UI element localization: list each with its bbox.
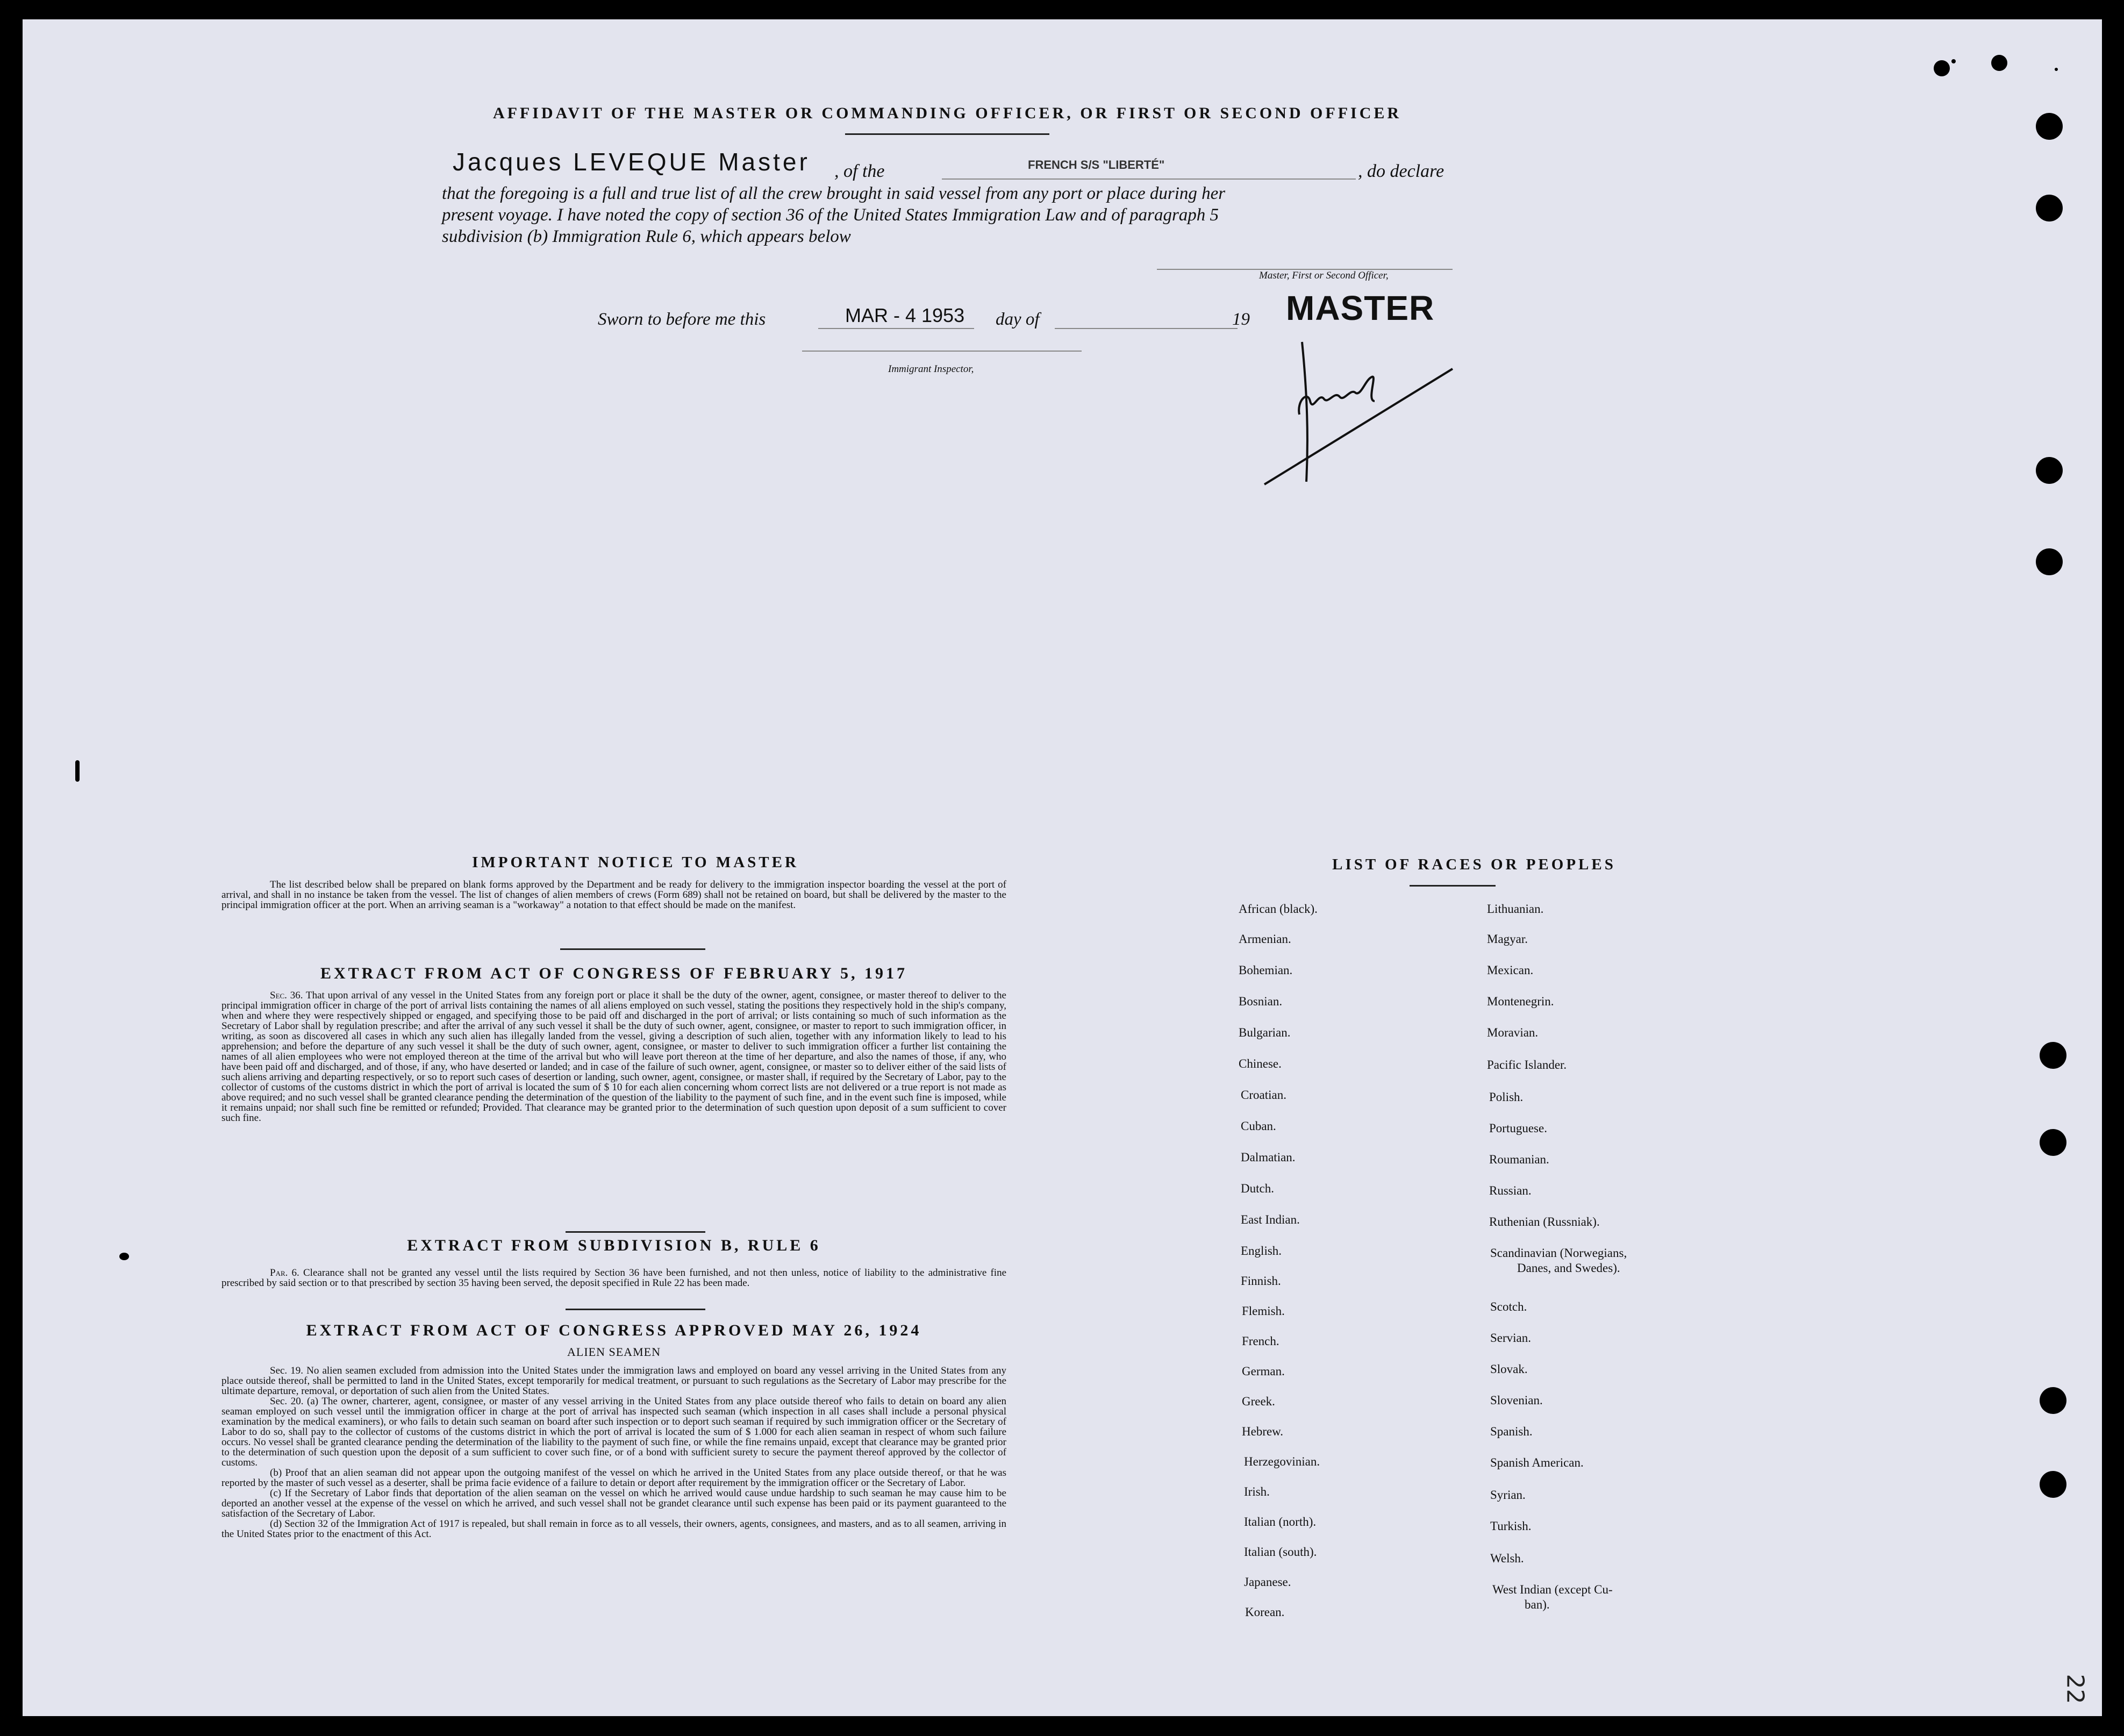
inspector-label: Immigrant Inspector, bbox=[888, 363, 974, 375]
race-item: Italian (south). bbox=[1244, 1545, 1317, 1559]
race-item: Roumanian. bbox=[1489, 1153, 1549, 1166]
race-item: Herzegovinian. bbox=[1244, 1455, 1320, 1468]
affidavit-line-2: that the foregoing is a full and true list of all the crew brought in said vessel from any port or place during her bbox=[442, 184, 1226, 203]
title-underline bbox=[845, 133, 1049, 135]
master-signature bbox=[1259, 320, 1474, 498]
race-item: Dutch. bbox=[1241, 1182, 1274, 1195]
specks bbox=[1951, 59, 1956, 63]
race-item: Greek. bbox=[1242, 1395, 1275, 1408]
race-item: Finnish. bbox=[1241, 1274, 1281, 1288]
alien-seamen-subtitle: ALIEN SEAMEN bbox=[567, 1345, 661, 1359]
race-item: ban). bbox=[1525, 1598, 1550, 1611]
notice-title: IMPORTANT NOTICE TO MASTER bbox=[472, 854, 799, 871]
race-item: Russian. bbox=[1489, 1184, 1532, 1197]
master-name: Jacques LEVEQUE Master bbox=[453, 148, 810, 176]
officer-label: Master, First or Second Officer, bbox=[1259, 270, 1389, 281]
race-item: Pacific Islander. bbox=[1487, 1058, 1567, 1071]
inspector-line bbox=[802, 351, 1082, 352]
day-of-label: day of bbox=[996, 310, 1040, 329]
sworn-date: MAR - 4 1953 bbox=[845, 304, 965, 326]
section-19: Sec. 19. No alien seamen excluded from admission into the United States under the immigration laws and employed on board any vessel arriving in the United States from any place outside thereof, shall be permitted to land in the United States, except temporarily for medical treatment, or pursuant to such regulations as the Secretary of Labor may prescribe for the ultimate departure, removal, or deportation of such alien from the United States. bbox=[221, 1365, 1006, 1397]
race-item: Spanish American. bbox=[1490, 1456, 1584, 1469]
affidavit-line-3: present voyage. I have noted the copy of section 36 of the United States Immigration Law and of paragraph 5 bbox=[442, 205, 1219, 225]
punch-hole bbox=[2040, 1042, 2066, 1069]
race-item: Lithuanian. bbox=[1487, 902, 1544, 916]
races-underline bbox=[1410, 885, 1496, 887]
notice-paragraph: The list described below shall be prepared on blank forms approved by the Department and be ready for delivery to the immigration inspector boarding the vessel at the port of arrival, and shall in no instance be taken from the vessel. The list of changes of alien members of crews (Form 689) shall not be retained on board, but shall be delivered by the master to the principal immigration officer at the port. When an arriving seaman is a "workaway" a notation to that effect should be made on the manifest. bbox=[221, 879, 1006, 911]
section-20b: (b) Proof that an alien seaman did not appear upon the outgoing manifest of the vessel on which he arrived in the United States from any place outside thereof, or that he was reported by the master of such vessel as a deserter, shall be prima facie evidence of a failure to detain or deport after requirement by the immigration officer or the Secretary of Labor. bbox=[221, 1467, 1006, 1489]
race-item: Scotch. bbox=[1490, 1300, 1527, 1313]
race-item: German. bbox=[1242, 1364, 1285, 1378]
race-item: Scandinavian (Norwegians, bbox=[1490, 1246, 1627, 1260]
extract-1917-underline bbox=[566, 1231, 705, 1233]
section-text: That upon arrival of any vessel in the United States from any foreign port or place it shall be the duty of the owner, agent, consignee, or master thereof to deliver to the principal immigration officer in charge of the port of arrival lists containing the names of all aliens employed on such vessel, stating the positions they respectively hold in the ship's company, when and where they were respectively shipped or engaged, and specifying those to be paid off and discharged in the port of arrival; or lists containing so much of such information as the Secretary of Labor shall by regulation prescribe; and after the arrival of any such vessel it shall be the duty of such owner, agent, consignee, or master to report to such immigration officer, in writing, as soon as discovered all cases in which any such alien has illegally landed from the vessel, giving a description of such alien, together with any information likely to lead to his apprehension; and before the departure of any such vessel it shall be the duty of such owner, agent, consignee, or master to deliver to such immigration officer a further list containing the names of all alien employees who were not employed thereon at the time of the arrival but who will leave port thereon at the time of her departure, and also the names of those, if any, who have been paid off and discharged, and of those, if any, who have deserted or landed; and in case of the failure of such owner, agent, consignee, or master so to deliver either of the said lists of such aliens arriving and departing respectively, or so to report such cases of desertion or landing, such owner, agent, consignee, or master shall, if required by the Secretary of Labor, pay to the collector of customs of the customs district in which the port of arrival is located the sum of $ 10 for each alien concerning whom correct lists are not delivered or a true report is not made as above required; and no such vessel shall be granted clearance pending the determination of the question of the liability to the payment of such fine, and in the event such fine is imposed, while it remains unpaid; nor shall such fine be remitted or refunded; Provided. That clearance may be granted prior to the determination of such question upon deposit of a sum sufficient to cover such fine. bbox=[221, 990, 1006, 1124]
subdivision-underline bbox=[566, 1309, 705, 1310]
specks bbox=[1991, 55, 2007, 71]
specks bbox=[75, 760, 80, 782]
notice-underline bbox=[560, 948, 705, 950]
race-item: French. bbox=[1242, 1334, 1279, 1348]
section-20a: Sec. 20. (a) The owner, charterer, agent, consignee, or master of any vessel arriving in the United States from any place outside thereof who fails to detain on board any alien seaman employed on such vessel until the immigration officer in charge at the port of arrival has inspected such seaman (which inspection in all cases shall include a personal physical examination by the medical examiners), or who fails to detain such seaman on board after such inspection or to deport such seaman if required by such immigration officer or the Secretary of Labor to do so, shall pay to the collector of customs of the customs district in which the port of arrival is located the sum of $ 1.000 for each alien seaman in respect of whom such failure occurs. No vessel shall be granted clearance pending the determination of the liability to the payment of such fine, or while the fine remains unpaid, except that clearance may be granted prior to the determination of such question upon the deposit of a sum sufficient to cover such fine, or of a bond with sufficient surety to secure the payment thereof approved by the collector of customs. bbox=[221, 1396, 1006, 1468]
master-stamp: MASTER bbox=[1286, 289, 1435, 327]
race-item: Slovenian. bbox=[1490, 1394, 1543, 1407]
specks bbox=[2055, 68, 2058, 71]
subdivision-text bbox=[221, 1268, 1006, 1288]
affidavit-title: AFFIDAVIT OF THE MASTER OR COMMANDING OFFICER, OR FIRST OR SECOND OFFICER bbox=[492, 104, 1402, 122]
race-item: Bulgarian. bbox=[1239, 1026, 1291, 1039]
punch-hole bbox=[2040, 1471, 2066, 1498]
extract-1924-text bbox=[221, 1366, 1006, 1539]
race-item: Magyar. bbox=[1487, 932, 1528, 946]
race-item: English. bbox=[1241, 1244, 1282, 1258]
race-item: Irish. bbox=[1244, 1485, 1270, 1498]
extract-1917-title: EXTRACT FROM ACT OF CONGRESS OF FEBRUARY 5, 1917 bbox=[320, 965, 908, 982]
sworn-label: Sworn to before me this bbox=[598, 310, 766, 329]
race-item: Japanese. bbox=[1244, 1575, 1291, 1589]
specks bbox=[1934, 60, 1950, 76]
race-item: Armenian. bbox=[1239, 932, 1291, 946]
race-item: Portuguese. bbox=[1489, 1121, 1547, 1135]
sworn-date-line bbox=[818, 328, 974, 329]
paragraph-text: Clearance shall not be granted any vessel until the lists required by Section 36 have been furnished, and not then unless, notice of liability to the administrative fine prescribed by said section or to that prescribed by section 35 having been served, the deposit specified in Rule 22 has been made. bbox=[221, 1267, 1007, 1289]
punch-hole bbox=[2036, 195, 2063, 222]
punch-hole bbox=[2040, 1129, 2066, 1156]
of-the-label: , of the bbox=[834, 161, 885, 181]
affidavit-line-4: subdivision (b) Immigration Rule 6, which appears below bbox=[442, 227, 851, 246]
section-label: Sec. 36. bbox=[270, 990, 303, 1001]
race-item: Danes, and Swedes). bbox=[1517, 1261, 1620, 1275]
race-item: Slovak. bbox=[1490, 1362, 1528, 1376]
vessel-line bbox=[942, 178, 1356, 180]
race-item: Moravian. bbox=[1487, 1026, 1539, 1039]
punch-hole bbox=[2036, 548, 2063, 575]
punch-hole bbox=[2036, 457, 2063, 484]
section-20d: (d) Section 32 of the Immigration Act of 1917 is repealed, but shall remain in force as to all vessels, their owners, agents, consignees, and masters, and as to all seamen, arriving in the United States prior to the enactment of this Act. bbox=[221, 1518, 1006, 1540]
page-number: 22 bbox=[2061, 1674, 2089, 1704]
race-item: Dalmatian. bbox=[1241, 1151, 1296, 1164]
race-item: Italian (north). bbox=[1244, 1515, 1317, 1528]
section-20c: (c) If the Secretary of Labor finds that deportation of the alien seaman on the vessel on which he arrived would cause undue hardship to such seaman he may cause him to be deported an another vessel at the expense of the vessel on which he arrived, and such vessel shall not be grandet clearance until such expense has been paid or its payment guaranteed to the satisfaction of the Secretary of Labor. bbox=[221, 1488, 1006, 1519]
race-item: Turkish. bbox=[1490, 1519, 1532, 1533]
subdivision-title: EXTRACT FROM SUBDIVISION B, RULE 6 bbox=[407, 1237, 821, 1254]
races-title: LIST OF RACES OR PEOPLES bbox=[1332, 856, 1616, 873]
race-item: Chinese. bbox=[1239, 1057, 1282, 1070]
race-item: Spanish. bbox=[1490, 1425, 1533, 1438]
punch-hole bbox=[2040, 1387, 2066, 1414]
race-item: Welsh. bbox=[1490, 1552, 1524, 1565]
race-item: Syrian. bbox=[1490, 1488, 1526, 1502]
race-item: East Indian. bbox=[1241, 1213, 1300, 1226]
extract-1924-title: EXTRACT FROM ACT OF CONGRESS APPROVED MAY 26, 1924 bbox=[306, 1321, 922, 1339]
race-item: Korean. bbox=[1245, 1605, 1285, 1619]
race-item: Ruthenian (Russniak). bbox=[1489, 1215, 1600, 1228]
race-item: West Indian (except Cu- bbox=[1492, 1583, 1613, 1596]
month-line bbox=[1055, 328, 1238, 329]
punch-hole bbox=[2036, 113, 2063, 140]
race-item: Cuban. bbox=[1241, 1119, 1276, 1133]
specks bbox=[119, 1253, 129, 1260]
document-page bbox=[23, 19, 2102, 1716]
race-item: Hebrew. bbox=[1242, 1425, 1284, 1438]
race-item: Polish. bbox=[1489, 1090, 1524, 1104]
notice-text bbox=[221, 880, 1006, 910]
race-item: Bohemian. bbox=[1239, 963, 1293, 977]
race-item: Bosnian. bbox=[1239, 995, 1283, 1008]
race-item: Mexican. bbox=[1487, 963, 1534, 977]
race-item: Servian. bbox=[1490, 1331, 1532, 1345]
do-declare-label: , do declare bbox=[1358, 161, 1444, 181]
vessel-name: FRENCH S/S "LIBERTÉ" bbox=[1028, 158, 1165, 172]
race-item: Croatian. bbox=[1241, 1088, 1286, 1102]
year-prefix: 19 bbox=[1232, 310, 1250, 329]
race-item: Flemish. bbox=[1242, 1304, 1285, 1318]
extract-1917-text bbox=[221, 990, 1006, 1123]
paragraph-label: Par. 6. bbox=[270, 1267, 299, 1278]
race-item: African (black). bbox=[1239, 902, 1318, 916]
race-item: Montenegrin. bbox=[1487, 995, 1554, 1008]
